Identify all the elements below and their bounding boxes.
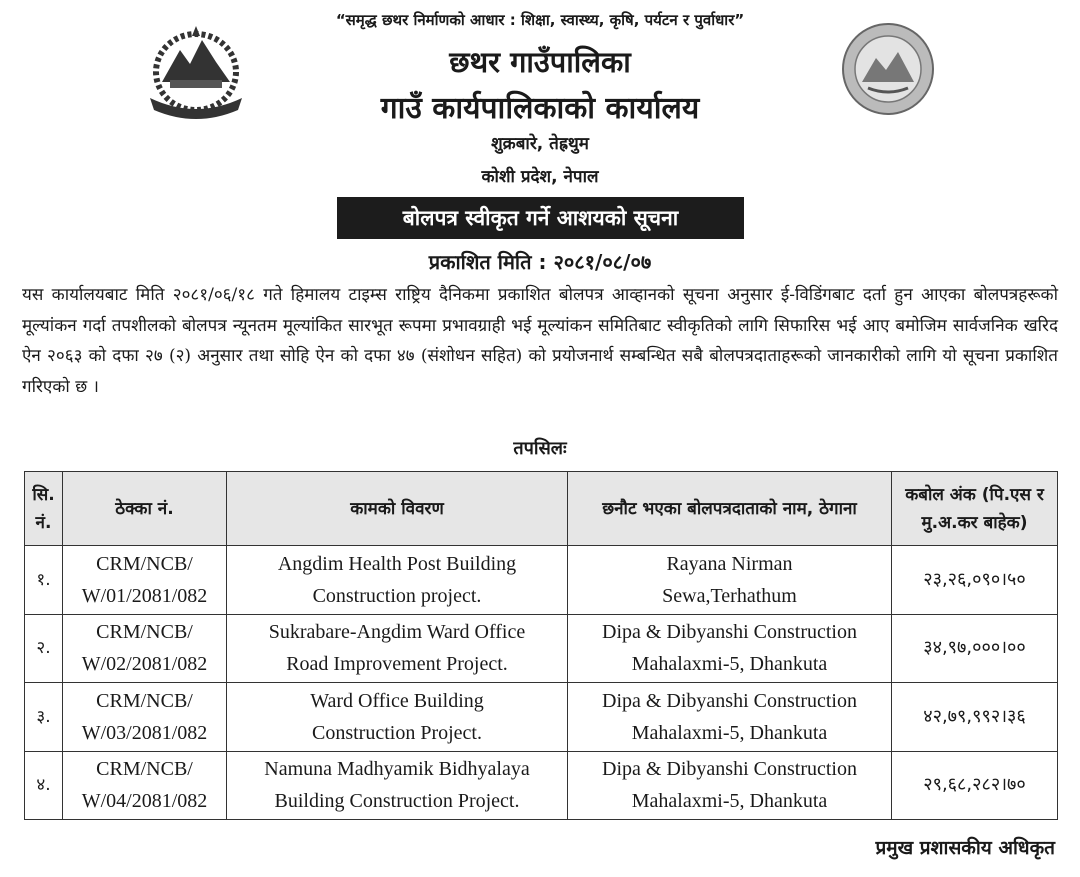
table-header-row (25, 472, 1058, 546)
address-line-1: शुक्रबारे, तेह्रथुम (491, 134, 589, 154)
municipality-name: छथर गाउँपालिका (449, 45, 631, 79)
row-bidder: Dipa & Dibyanshi Construction Mahalaxmi-5, Dhankuta (568, 751, 892, 820)
header-bidder: छनौट भएका बोलपत्रदाताको नाम, ठेगाना (568, 472, 892, 546)
table-row (25, 683, 1058, 752)
table-row (25, 751, 1058, 820)
row-description: Angdim Health Post Building Construction project. (227, 546, 568, 615)
row-amount: २९,६८,२८२।७० (892, 751, 1058, 820)
notice-body: यस कार्यालयबाट मिति २०८१/०६/१८ गते हिमालय टाइम्स राष्ट्रिय दैनिकमा प्रकाशित बोलपत्र आव्हानको सूचना अनुसार ई-विडिंगबाट दर्ता हुन आएका बोलपत्रहरूको मूल्यांकन गर्दा तपशीलको बोलपत्र न्यूनतम मूल्यांकित सारभूत रूपमा प्रभावग्राही भई मूल्यांकन समितिबाट स्वीकृतिको लागि सिफारिस भई आए बमोजिम सार्वजनिक खरिद ऐन २०६३ को दफा २७ (२) अनुसार तथा सोहि ऐन को दफा ४७ (संशोधन सहित) को प्रयोजनार्थ सम्बन्धित सबै बोलपत्रदाताहरूको जानकारीको लागि यो सूचना प्रकाशित गरिएको छ । (22, 285, 1058, 397)
row-contract-no: CRM/NCB/ W/02/2081/082 (63, 614, 227, 683)
notice-heading: बोलपत्र स्वीकृत गर्ने आशयको सूचना (337, 197, 744, 239)
header-description: कामको विवरण (227, 472, 568, 546)
row-sn: ३. (25, 683, 63, 752)
slogan: “समृद्ध छथर निर्माणको आधार : शिक्षा, स्वास्थ्य, कृषि, पर्यटन र पुर्वाधार” (335, 11, 745, 29)
row-description: Sukrabare-Angdim Ward Office Road Improvement Project. (227, 614, 568, 683)
row-description: Ward Office Building Construction Project. (227, 683, 568, 752)
row-bidder: Dipa & Dibyanshi Construction Mahalaxmi-5, Dhankuta (568, 614, 892, 683)
row-amount: ४२,७९,९९२।३६ (892, 683, 1058, 752)
row-sn: ४. (25, 751, 63, 820)
header-amount: कबोल अंक (पि.एस र मु.अ.कर बाहेक) (892, 472, 1058, 546)
header-sn: सि. नं. (25, 472, 63, 546)
address-line-2: कोशी प्रदेश, नेपाल (481, 167, 599, 187)
row-contract-no: CRM/NCB/ W/03/2081/082 (63, 683, 227, 752)
row-contract-no: CRM/NCB/ W/01/2081/082 (63, 546, 227, 615)
row-sn: २. (25, 614, 63, 683)
row-bidder: Rayana Nirman Sewa,Terhathum (568, 546, 892, 615)
header-contract-no: ठेक्का नं. (63, 472, 227, 546)
bid-table (24, 471, 1058, 820)
published-date: प्रकाशित मिति : २०८१/०८/०७ (428, 250, 652, 274)
row-amount: २३,२६,०९०।५० (892, 546, 1058, 615)
row-sn: १. (25, 546, 63, 615)
table-row (25, 546, 1058, 615)
office-name: गाउँ कार्यपालिकाको कार्यालय (380, 91, 700, 126)
signoff: प्रमुख प्रशासकीय अधिकृत (875, 837, 1055, 859)
row-amount: ३४,९७,०००।०० (892, 614, 1058, 683)
row-bidder: Dipa & Dibyanshi Construction Mahalaxmi-5, Dhankuta (568, 683, 892, 752)
row-contract-no: CRM/NCB/ W/04/2081/082 (63, 751, 227, 820)
details-label: तपसिलः (513, 438, 567, 459)
table-row (25, 614, 1058, 683)
row-description: Namuna Madhyamik Bidhyalaya Building Construction Project. (227, 751, 568, 820)
